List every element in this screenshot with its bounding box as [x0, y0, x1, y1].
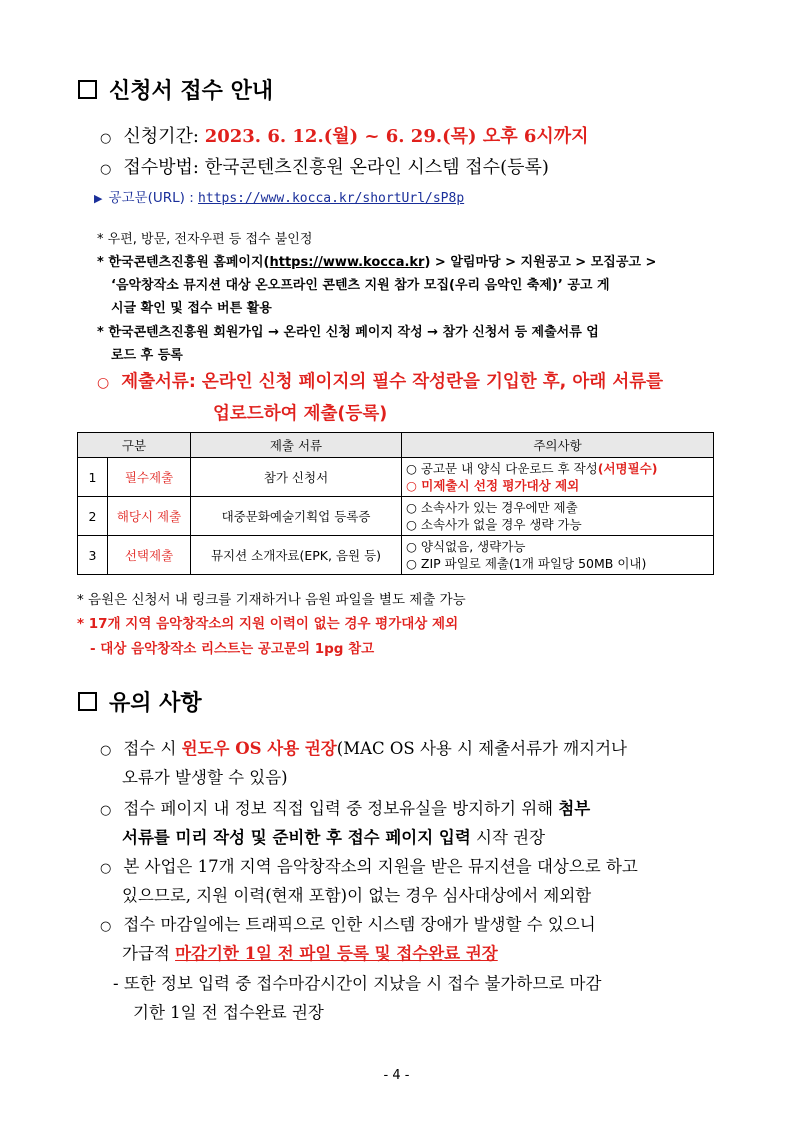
checkbox-square-icon	[78, 80, 97, 99]
table-header: 구분	[78, 433, 191, 458]
docs-line1: ○ 제출서류: 온라인 신청 페이지의 필수 작성란을 기입한 후, 아래 서류를	[97, 372, 664, 392]
caution-item-3-cont: 있으므로, 지원 이력(현재 포함)이 없는 경우 심사대상에서 제외함	[122, 886, 592, 905]
after-note-1: * 음원은 신청서 내 링크를 기재하거나 음원 파일을 별도 제출 가능	[77, 592, 466, 608]
table-row	[78, 497, 714, 536]
method-line: ○ 접수방법: 한국콘텐츠진흥원 온라인 시스템 접수(등록)	[100, 157, 549, 178]
caution-sub-1-cont: 기한 1일 전 접수완료 권장	[133, 1003, 324, 1022]
circle-bullet-icon: ○	[100, 743, 112, 758]
note-3-cont: 로드 후 등록	[111, 348, 183, 363]
checkbox-square-icon	[78, 692, 97, 711]
circle-bullet-icon: ○	[100, 803, 112, 818]
docs-line2: 업로드하여 제출(등록)	[213, 404, 388, 424]
table-header-row	[78, 433, 714, 458]
caution-item-1-cont: 오류가 발생할 수 있음)	[122, 768, 288, 787]
section2-heading: 유의 사항	[78, 686, 202, 717]
row-doc: 대중문화예술기획업 등록증	[191, 497, 402, 536]
row-notes: ○ 양식없음, 생략가능 ○ ZIP 파일로 제출(1개 파일당 50MB 이내)	[402, 536, 714, 575]
period-line: ○ 신청기간: 2023. 6. 12.(월) ~ 6. 29.(목) 오후 6시까지	[100, 126, 589, 147]
caution-sub-1: - 또한 정보 입력 중 접수마감시간이 지났을 시 접수 불가하므로 마감	[113, 974, 602, 993]
period-value: 2023. 6. 12.(월) ~ 6. 29.(목) 오후 6시까지	[204, 126, 589, 147]
circle-bullet-icon: ○	[100, 131, 112, 146]
row-type: 필수제출	[108, 458, 191, 497]
after-note-2: * 17개 지역 음악창작소의 지원 이력이 없는 경우 평가대상 제외	[77, 616, 459, 632]
circle-bullet-icon: ○	[97, 375, 110, 391]
note-2-cont: ‘음악창작소 뮤지션 대상 온오프라인 콘텐츠 지원 참가 모집(우리 음악인 축제)’ 공고 게	[111, 278, 610, 293]
after-note-3: - 대상 음악창작소 리스트는 공고문의 1pg 참고	[90, 641, 375, 657]
table-row	[78, 458, 714, 497]
caution-item-2: ○ 접수 페이지 내 정보 직접 입력 중 정보유실을 방지하기 위해 첨부	[100, 799, 591, 818]
notice-url-link[interactable]: https://www.kocca.kr/shortUrl/sP8p	[198, 191, 465, 206]
row-type: 선택제출	[108, 536, 191, 575]
table-header: 제출 서류	[191, 433, 402, 458]
row-notes: ○ 소속사가 있는 경우에만 제출 ○ 소속사가 없을 경우 생략 가능	[402, 497, 714, 536]
page-number: - 4 -	[383, 1068, 410, 1083]
table-header: 주의사항	[402, 433, 714, 458]
section1-heading: 신청서 접수 안내	[78, 74, 273, 105]
note-1: * 우편, 방문, 전자우편 등 접수 불인정	[97, 232, 313, 247]
note-2-cont2: 시글 확인 및 접수 버튼 활용	[111, 301, 272, 316]
circle-bullet-icon: ○	[100, 861, 112, 876]
note-3: * 한국콘텐츠진흥원 회원가입 → 온라인 신청 페이지 작성 → 참가 신청서 등 제출서류 업	[97, 325, 599, 340]
row-doc: 참가 신청서	[191, 458, 402, 497]
caution-item-3: ○ 본 사업은 17개 지역 음악창작소의 지원을 받은 뮤지션을 대상으로 하고	[100, 857, 638, 876]
kocca-home-link[interactable]: https://www.kocca.kr	[269, 255, 425, 270]
caution-item-4: ○ 접수 마감일에는 트래픽으로 인한 시스템 장애가 발생할 수 있으니	[100, 915, 596, 934]
table-row	[78, 536, 714, 575]
caution-item-4-cont: 가급적 마감기한 1일 전 파일 등록 및 접수완료 권장	[122, 944, 498, 963]
caution-item-1: ○ 접수 시 윈도우 OS 사용 권장(MAC OS 사용 시 제출서류가 깨지거나	[100, 739, 627, 758]
circle-bullet-icon: ○	[100, 919, 112, 934]
row-type: 해당시 제출	[108, 497, 191, 536]
triangle-right-icon: ▶	[94, 192, 103, 205]
row-notes: ○ 공고문 내 양식 다운로드 후 작성(서명필수) ○ 미제출시 선정 평가대상 제외	[402, 458, 714, 497]
caution-item-2-cont: 서류를 미리 작성 및 준비한 후 접수 페이지 입력 시작 권장	[122, 828, 546, 847]
notice-url-line: ▶ 공고문(URL) : https://www.kocca.kr/shortUrl/sP8p	[94, 190, 465, 206]
row-doc: 뮤지션 소개자료(EPK, 음원 등)	[191, 536, 402, 575]
row-number: 3	[78, 536, 108, 575]
circle-bullet-icon: ○	[100, 162, 112, 177]
row-number: 2	[78, 497, 108, 536]
row-number: 1	[78, 458, 108, 497]
required-docs-table	[77, 432, 714, 575]
note-2: * 한국콘텐츠진흥원 홈페이지(https://www.kocca.kr) > 알림마당 > 지원공고 > 모집공고 >	[97, 255, 657, 270]
